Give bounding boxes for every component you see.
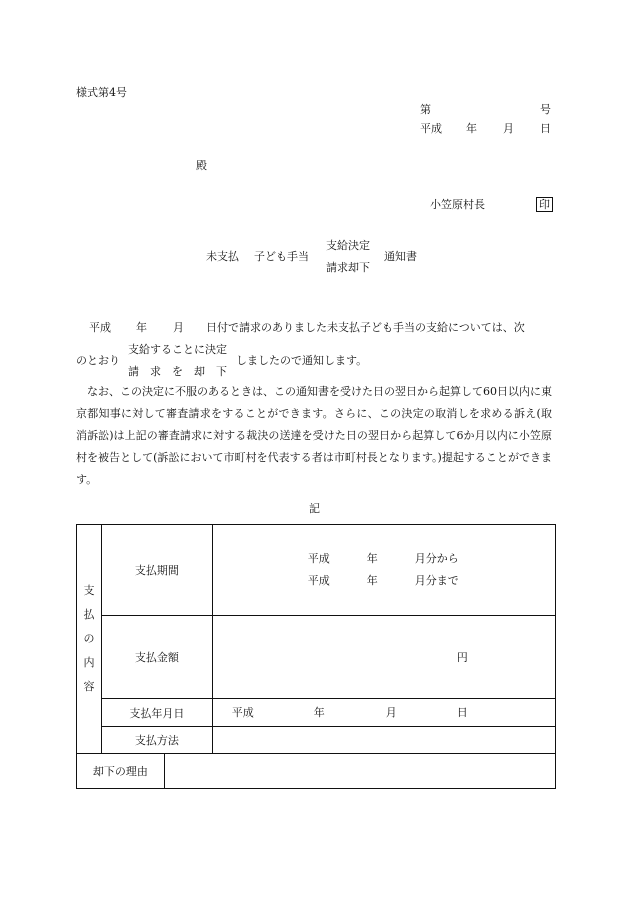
body-line-2-prefix: のとおり bbox=[76, 354, 120, 367]
issue-date-year: 年 bbox=[466, 122, 477, 135]
body-date-year: 年 bbox=[136, 321, 147, 334]
doc-no-prefix: 第 bbox=[420, 103, 431, 116]
seal-mark: 印 bbox=[536, 197, 553, 212]
appeal-notice-paragraph: なお、この決定に不服のあるときは、この通知書を受けた日の翌日から起算して60日以内に東京都知事に対して審査請求をすることができます。さらに、この決定の取消しを求める訴え(取消訴訟)は上記の審査請求に対する裁決の送達を受けた日の翌日から起算して6か月以内に小笠原村を被告として(訴訟において市町村を代表する者は市町村長となります。)提起することができます。 bbox=[76, 385, 552, 486]
form-number: 様式第4号 bbox=[76, 86, 127, 99]
amount-value bbox=[212, 616, 555, 699]
title-allowance: 子ども手当 bbox=[254, 250, 309, 263]
period-from-month: 月分から bbox=[414, 552, 459, 565]
body-option-reject: 請 求 を 却 下 bbox=[128, 365, 227, 378]
payment-date-era: 平成 bbox=[231, 706, 254, 719]
period-from-era: 平成 bbox=[307, 552, 330, 565]
payment-details-table bbox=[76, 524, 556, 789]
payment-date-label: 支払年月日 bbox=[101, 699, 212, 727]
ki-heading: 記 bbox=[309, 502, 320, 515]
table-row-reason bbox=[77, 754, 556, 789]
period-value bbox=[212, 525, 555, 616]
issue-date-day: 日 bbox=[540, 122, 551, 135]
amount-unit: 円 bbox=[456, 651, 468, 664]
table-row-method bbox=[77, 727, 556, 754]
sender-title: 小笠原村長 bbox=[430, 198, 485, 211]
table-row-date bbox=[77, 699, 556, 727]
addressee-honorific: 殿 bbox=[196, 159, 207, 172]
period-to-era: 平成 bbox=[307, 574, 330, 587]
period-to-month: 月分まで bbox=[414, 574, 459, 587]
title-option-reject: 請求却下 bbox=[326, 261, 370, 274]
payment-contents-label bbox=[77, 525, 102, 754]
payment-date-day: 日 bbox=[456, 706, 468, 719]
body-date-era: 平成 bbox=[89, 321, 111, 334]
title-unpaid: 未支払 bbox=[206, 250, 239, 263]
body-date-month: 月 bbox=[173, 321, 184, 334]
amount-label: 支払金額 bbox=[101, 616, 212, 699]
issue-date-era: 平成 bbox=[420, 122, 442, 135]
body-line-1-text: 日付で請求のありました未支払子ども手当の支給については、次 bbox=[206, 321, 525, 334]
payment-date-value bbox=[212, 699, 555, 727]
doc-no-suffix: 号 bbox=[540, 103, 551, 116]
table-row-period bbox=[77, 525, 556, 616]
period-label: 支払期間 bbox=[101, 525, 212, 616]
period-to-year: 年 bbox=[366, 574, 378, 587]
payment-method-value bbox=[212, 727, 555, 754]
rejection-reason-label: 却下の理由 bbox=[77, 754, 165, 789]
body-line-2-suffix: しましたので通知します。 bbox=[236, 354, 368, 367]
payment-date-year: 年 bbox=[313, 706, 325, 719]
payment-method-label: 支払方法 bbox=[101, 727, 212, 754]
period-from-year: 年 bbox=[366, 552, 378, 565]
payment-date-month: 月 bbox=[385, 706, 397, 719]
payment-contents-text: 支払の内容 bbox=[83, 584, 95, 693]
title-option-approve: 支給決定 bbox=[326, 239, 370, 252]
title-suffix: 通知書 bbox=[384, 250, 417, 263]
table-row-amount bbox=[77, 616, 556, 699]
body-option-approve: 支給することに決定 bbox=[128, 343, 227, 356]
rejection-reason-value bbox=[164, 754, 555, 789]
issue-date-month: 月 bbox=[503, 122, 514, 135]
